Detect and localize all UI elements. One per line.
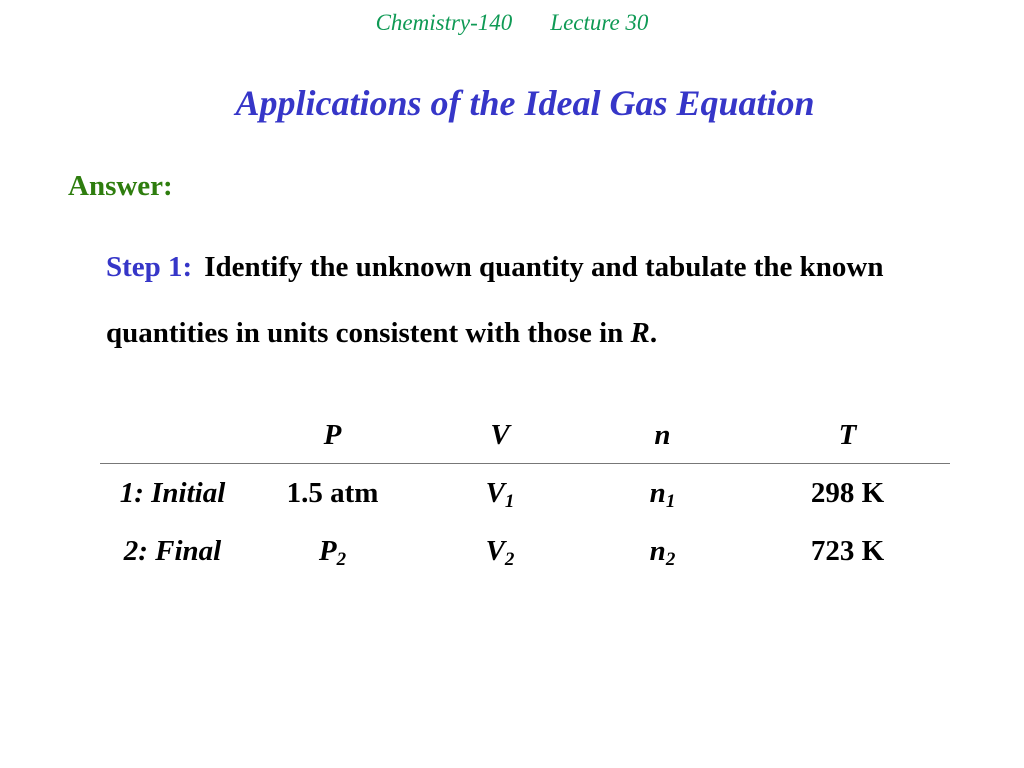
cell-initial-p: 1.5 atm	[286, 476, 379, 509]
subscript: 2	[336, 548, 347, 570]
column-header-n: n	[580, 407, 745, 464]
column-header-v: V	[420, 407, 580, 464]
table-row-final	[100, 522, 950, 580]
row-label-final: 2: Final	[123, 534, 222, 567]
symbol-v: V	[485, 476, 505, 509]
cell-final-t: 723 K	[810, 534, 885, 567]
symbol-v: V	[485, 534, 505, 567]
cell-initial-n	[580, 464, 745, 523]
cell-initial-v	[420, 464, 580, 523]
table-row-initial	[100, 464, 950, 523]
subscript: 2	[665, 548, 676, 570]
step-label: Step 1:	[106, 251, 193, 283]
subscript: 1	[504, 490, 515, 512]
answer-label: Answer:	[68, 170, 173, 202]
column-header-p: P	[245, 407, 420, 464]
cell-final-p	[245, 522, 420, 580]
column-header-t: T	[745, 407, 950, 464]
lecture-number: Lecture 30	[550, 10, 649, 35]
subscript: 2	[504, 548, 515, 570]
step-text: Identify the unknown quantity and tabulate the known quantities in units consistent with those in	[106, 251, 884, 349]
symbol-p: P	[318, 534, 337, 567]
column-header-blank	[100, 407, 245, 464]
cell-final-v	[420, 522, 580, 580]
row-label-initial: 1: Initial	[119, 476, 226, 509]
subscript: 1	[665, 490, 676, 512]
symbol-n: n	[649, 534, 666, 567]
quantities-table	[100, 407, 950, 580]
course-name: Chemistry-140	[375, 10, 513, 35]
step-paragraph	[106, 234, 986, 366]
step-text-end: .	[649, 317, 658, 349]
cell-final-n	[580, 522, 745, 580]
cell-initial-t: 298 K	[810, 476, 885, 509]
slide-header	[0, 10, 1024, 36]
step-emphasis: R	[630, 317, 650, 349]
slide-title: Applications of the Ideal Gas Equation	[235, 83, 815, 123]
table-header-row	[100, 407, 950, 464]
symbol-n: n	[649, 476, 666, 509]
